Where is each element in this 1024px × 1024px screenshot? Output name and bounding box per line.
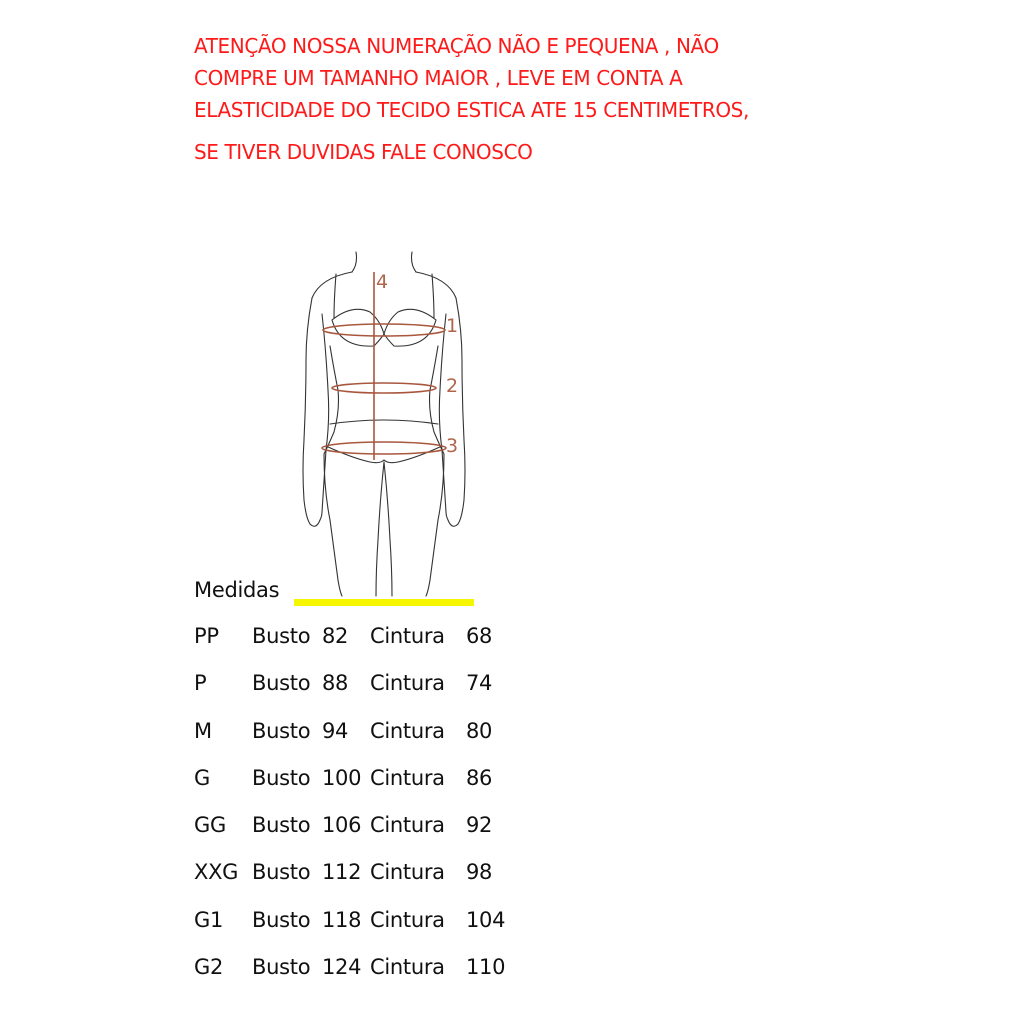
measurements-heading: Medidas	[194, 578, 280, 602]
body-outline-illustration	[290, 250, 480, 600]
warning-notice	[194, 30, 994, 168]
highlight-bar	[294, 599, 474, 606]
busto-label: Busto	[252, 671, 311, 696]
size-row	[194, 764, 614, 811]
cintura-value: 80	[466, 718, 493, 743]
busto-value: 106	[322, 813, 362, 838]
cintura-value: 68	[466, 624, 493, 648]
cintura-value: 86	[466, 765, 493, 790]
size-code: GG	[194, 813, 226, 838]
size-row	[194, 669, 614, 716]
busto-label: Busto	[252, 718, 311, 743]
notice-line: ATENÇÃO NOSSA NUMERAÇÃO NÃO E PEQUENA , NÃO	[194, 34, 719, 58]
waist-label: 2	[446, 375, 459, 397]
body-measurement-figure	[290, 250, 480, 600]
size-code: G2	[194, 955, 224, 980]
hip-label: 3	[446, 435, 459, 457]
busto-value: 94	[322, 718, 349, 743]
height-label: 4	[376, 271, 389, 293]
size-code: G1	[194, 907, 224, 932]
size-row	[194, 953, 614, 1000]
busto-label: Busto	[252, 955, 311, 980]
cintura-label: Cintura	[370, 624, 445, 648]
notice-line: SE TIVER DUVIDAS FALE CONOSCO	[194, 140, 533, 164]
cintura-value: 92	[466, 813, 493, 838]
size-row	[194, 622, 614, 669]
cintura-label: Cintura	[370, 955, 445, 980]
cintura-value: 110	[466, 955, 506, 980]
notice-line: ELASTICIDADE DO TECIDO ESTICA ATE 15 CENTIMETROS,	[194, 98, 749, 122]
cintura-value: 98	[466, 860, 493, 885]
size-table	[194, 622, 614, 1000]
busto-value: 82	[322, 624, 349, 648]
busto-label: Busto	[252, 765, 311, 790]
busto-value: 124	[322, 955, 362, 980]
size-code: XXG	[194, 860, 239, 885]
size-code: G	[194, 765, 210, 790]
size-row	[194, 906, 614, 953]
cintura-label: Cintura	[370, 813, 445, 838]
cintura-value: 104	[466, 907, 506, 932]
busto-label: Busto	[252, 624, 311, 648]
busto-value: 112	[322, 860, 362, 885]
bust-label: 1	[446, 315, 459, 337]
notice-line: COMPRE UM TAMANHO MAIOR , LEVE EM CONTA A	[194, 66, 683, 90]
busto-label: Busto	[252, 813, 311, 838]
size-code: M	[194, 718, 212, 743]
busto-value: 100	[322, 765, 362, 790]
cintura-label: Cintura	[370, 765, 445, 790]
size-row	[194, 717, 614, 764]
size-row	[194, 811, 614, 858]
cintura-label: Cintura	[370, 860, 445, 885]
cintura-label: Cintura	[370, 671, 445, 696]
size-code: P	[194, 671, 207, 696]
cintura-label: Cintura	[370, 718, 445, 743]
busto-label: Busto	[252, 907, 311, 932]
cintura-value: 74	[466, 671, 493, 696]
size-row	[194, 858, 614, 905]
size-code: PP	[194, 624, 219, 648]
busto-value: 88	[322, 671, 349, 696]
busto-label: Busto	[252, 860, 311, 885]
cintura-label: Cintura	[370, 907, 445, 932]
busto-value: 118	[322, 907, 362, 932]
